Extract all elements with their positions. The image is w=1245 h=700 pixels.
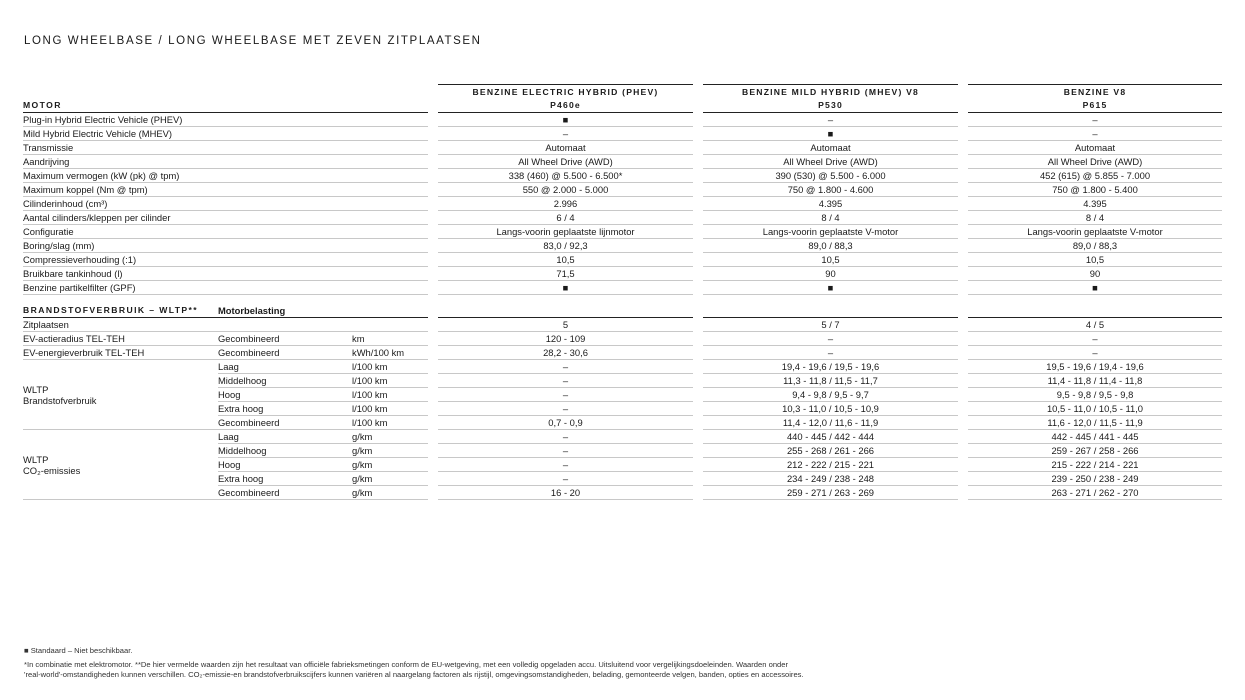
group-label-line: WLTP (23, 383, 49, 395)
table-row (23, 211, 1222, 225)
column-gap (958, 402, 968, 416)
table-cell: ■ (703, 127, 958, 141)
table-row (23, 332, 1222, 346)
table-cell: – (438, 388, 693, 402)
unit-label: l/100 km (352, 360, 428, 374)
load-label: Middelhoog (218, 374, 352, 388)
table-cell: – (438, 430, 693, 444)
table-cell: 239 - 250 / 238 - 249 (968, 472, 1222, 486)
column-gap (958, 281, 968, 295)
column-gap (428, 458, 438, 472)
load-heading: Motorbelasting (218, 303, 352, 318)
table-cell: 89,0 / 88,3 (968, 239, 1222, 253)
unit-label: l/100 km (352, 388, 428, 402)
table-cell: 10,3 - 11,0 / 10,5 - 10,9 (703, 402, 958, 416)
column-gap (693, 155, 703, 169)
column-gap (958, 416, 968, 430)
column-gap (958, 332, 968, 346)
column-gap (693, 388, 703, 402)
column-gap (958, 211, 968, 225)
column-gap (693, 141, 703, 155)
column-gap (693, 402, 703, 416)
unit-heading (352, 303, 428, 318)
table-row (23, 346, 1222, 360)
table-cell: – (703, 346, 958, 360)
column-gap (958, 113, 968, 127)
column-gap (693, 99, 703, 113)
table-row (23, 197, 1222, 211)
table-cell: – (968, 113, 1222, 127)
load-label (218, 318, 352, 332)
table-row (23, 430, 1222, 444)
table-cell: 750 @ 1.800 - 4.600 (703, 183, 958, 197)
table-cell: – (438, 458, 693, 472)
column-gap (428, 332, 438, 346)
column-group-header: BENZINE V8 (968, 85, 1222, 100)
column-gap (693, 332, 703, 346)
table-cell: ■ (438, 281, 693, 295)
table-cell: – (438, 402, 693, 416)
table-cell: 90 (968, 267, 1222, 281)
row-label: Boring/slag (mm) (23, 239, 428, 253)
table-row (23, 225, 1222, 239)
group-label-line: Brandstofverbruik (23, 394, 97, 406)
table-cell: Langs-voorin geplaatste V-motor (703, 225, 958, 239)
column-gap (693, 183, 703, 197)
row-label: Zitplaatsen (23, 318, 218, 332)
row-label: Bruikbare tankinhoud (l) (23, 267, 428, 281)
table-row (23, 360, 1222, 374)
row-label: EV-actieradius TEL-TEH (23, 332, 218, 346)
table-cell: 215 - 222 / 214 - 221 (968, 458, 1222, 472)
table-cell: 4 / 5 (968, 318, 1222, 332)
unit-label (352, 318, 428, 332)
table-row (23, 169, 1222, 183)
table-cell: 442 - 445 / 441 - 445 (968, 430, 1222, 444)
table-cell: Langs-voorin geplaatste lijnmotor (438, 225, 693, 239)
column-gap (428, 472, 438, 486)
column-gap (958, 318, 968, 332)
column-gap (428, 169, 438, 183)
column-gap (693, 127, 703, 141)
column-gap (958, 183, 968, 197)
row-label: Cilinderinhoud (cm³) (23, 197, 428, 211)
model-header-row (23, 99, 1222, 113)
column-gap (693, 360, 703, 374)
header-spacer (23, 85, 428, 100)
table-cell: Automaat (703, 141, 958, 155)
row-label: Aandrijving (23, 155, 428, 169)
table-cell: ■ (438, 113, 693, 127)
fuel-header-row (23, 303, 1222, 318)
table-cell: ■ (968, 281, 1222, 295)
column-gap (428, 113, 438, 127)
model-header: P530 (703, 99, 958, 113)
column-gap (693, 416, 703, 430)
column-gap (693, 85, 703, 100)
row-label: Configuratie (23, 225, 428, 239)
table-cell: 16 - 20 (438, 486, 693, 500)
column-gap (693, 374, 703, 388)
row-label: Transmissie (23, 141, 428, 155)
table-row (23, 281, 1222, 295)
column-gap (958, 253, 968, 267)
table-cell (438, 303, 693, 318)
group-label (23, 360, 218, 430)
column-group-header: BENZINE ELECTRIC HYBRID (PHEV) (438, 85, 693, 100)
table-cell: 11,4 - 12,0 / 11,6 - 11,9 (703, 416, 958, 430)
table-cell: Langs-voorin geplaatste V-motor (968, 225, 1222, 239)
table-cell: All Wheel Drive (AWD) (968, 155, 1222, 169)
row-label: Benzine partikelfilter (GPF) (23, 281, 428, 295)
table-cell: 452 (615) @ 5.855 - 7.000 (968, 169, 1222, 183)
column-gap (693, 239, 703, 253)
table-cell: – (968, 332, 1222, 346)
table-row (23, 127, 1222, 141)
table-cell: All Wheel Drive (AWD) (438, 155, 693, 169)
unit-label: g/km (352, 458, 428, 472)
table-cell: – (703, 332, 958, 346)
load-label: Gecombineerd (218, 332, 352, 346)
column-gap (693, 472, 703, 486)
column-gap (428, 211, 438, 225)
column-gap (958, 197, 968, 211)
column-gap (693, 267, 703, 281)
column-gap (428, 183, 438, 197)
column-gap (958, 444, 968, 458)
table-cell: 28,2 - 30,6 (438, 346, 693, 360)
load-label: Gecombineerd (218, 416, 352, 430)
table-cell: 10,5 (438, 253, 693, 267)
table-row (23, 267, 1222, 281)
column-gap (693, 318, 703, 332)
unit-label: g/km (352, 444, 428, 458)
column-gap (428, 346, 438, 360)
table-cell: – (968, 127, 1222, 141)
load-label: Hoog (218, 388, 352, 402)
column-gap (428, 444, 438, 458)
column-gap (428, 416, 438, 430)
column-gap (958, 472, 968, 486)
column-gap (958, 374, 968, 388)
column-gap (958, 169, 968, 183)
section-heading-motor: MOTOR (23, 99, 428, 113)
column-gap (428, 318, 438, 332)
column-gap (958, 388, 968, 402)
column-gap (428, 430, 438, 444)
column-gap (428, 303, 438, 318)
column-gap (693, 113, 703, 127)
page-title: LONG WHEELBASE / LONG WHEELBASE MET ZEVEN ZITPLAATSEN (24, 35, 482, 47)
row-label: Aantal cilinders/kleppen per cilinder (23, 211, 428, 225)
column-gap (958, 99, 968, 113)
column-gap (693, 458, 703, 472)
table-cell: Automaat (438, 141, 693, 155)
column-group-header-row (23, 85, 1222, 100)
footnote-text: *In combinatie met elektromotor. **De hier vermelde waarden zijn het resultaat van officiële fabrieksmetingen conform de EU-wetgeving, met een volledig opgeladen accu. Uitsluitend voor vergelijkingsdoeleinden. Waarden onder 'real-world'-omstandigheden kunnen verschillen. CO₂-emissie-en brandstofverbruikscijfers kunnen variëren al naargelang factoren als rijstijl, omgevingsomstandigheden, belading, gemonteerde velgen, banden, opties en accessoires. (24, 660, 804, 679)
table-cell: 19,4 - 19,6 / 19,5 - 19,6 (703, 360, 958, 374)
table-cell: All Wheel Drive (AWD) (703, 155, 958, 169)
column-gap (693, 346, 703, 360)
unit-label: l/100 km (352, 416, 428, 430)
table-cell: 11,3 - 11,8 / 11,5 - 11,7 (703, 374, 958, 388)
table-cell: – (438, 374, 693, 388)
column-gap (428, 239, 438, 253)
load-label: Laag (218, 430, 352, 444)
load-label: Gecombineerd (218, 486, 352, 500)
column-gap (958, 458, 968, 472)
group-label (23, 430, 218, 500)
column-gap (958, 360, 968, 374)
table-cell: 263 - 271 / 262 - 270 (968, 486, 1222, 500)
table-cell: 338 (460) @ 5.500 - 6.500* (438, 169, 693, 183)
table-cell: 71,5 (438, 267, 693, 281)
table-cell: 83,0 / 92,3 (438, 239, 693, 253)
column-gap (958, 127, 968, 141)
table-cell: 10,5 (968, 253, 1222, 267)
load-label: Gecombineerd (218, 346, 352, 360)
column-gap (958, 430, 968, 444)
table-cell: 390 (530) @ 5.500 - 6.000 (703, 169, 958, 183)
column-gap (428, 127, 438, 141)
table-cell: 8 / 4 (968, 211, 1222, 225)
column-gap (958, 267, 968, 281)
unit-label: km (352, 332, 428, 346)
load-label: Extra hoog (218, 402, 352, 416)
row-label: Maximum koppel (Nm @ tpm) (23, 183, 428, 197)
table-row (23, 253, 1222, 267)
table-cell: – (438, 472, 693, 486)
column-gap (428, 253, 438, 267)
unit-label: l/100 km (352, 374, 428, 388)
load-label: Hoog (218, 458, 352, 472)
unit-label: g/km (352, 486, 428, 500)
column-gap (693, 486, 703, 500)
table-cell: 5 (438, 318, 693, 332)
load-label: Extra hoog (218, 472, 352, 486)
column-gap (958, 346, 968, 360)
table-cell: 2.996 (438, 197, 693, 211)
table-cell: 259 - 271 / 263 - 269 (703, 486, 958, 500)
column-gap (958, 85, 968, 100)
column-gap (428, 197, 438, 211)
table-cell: Automaat (968, 141, 1222, 155)
table-cell: – (438, 360, 693, 374)
table-cell: 259 - 267 / 258 - 266 (968, 444, 1222, 458)
column-group-header: BENZINE MILD HYBRID (MHEV) V8 (703, 85, 958, 100)
table-cell: 10,5 - 11,0 / 10,5 - 11,0 (968, 402, 1222, 416)
group-label-line: CO₂-emissies (23, 464, 81, 476)
table-row (23, 113, 1222, 127)
column-gap (428, 267, 438, 281)
table-cell: 255 - 268 / 261 - 266 (703, 444, 958, 458)
column-gap (428, 281, 438, 295)
unit-label: g/km (352, 472, 428, 486)
table-row (23, 155, 1222, 169)
row-label: Compressieverhouding (:1) (23, 253, 428, 267)
column-gap (693, 444, 703, 458)
column-gap (428, 225, 438, 239)
table-row (23, 141, 1222, 155)
column-gap (428, 388, 438, 402)
table-cell: 120 - 109 (438, 332, 693, 346)
table-cell: 6 / 4 (438, 211, 693, 225)
table-cell: 9,4 - 9,8 / 9,5 - 9,7 (703, 388, 958, 402)
row-label: Maximum vermogen (kW (pk) @ tpm) (23, 169, 428, 183)
column-gap (958, 486, 968, 500)
column-gap (958, 239, 968, 253)
unit-label: g/km (352, 430, 428, 444)
table-cell: ■ (703, 281, 958, 295)
table-cell: 89,0 / 88,3 (703, 239, 958, 253)
table-cell: – (968, 346, 1222, 360)
table-cell: 11,6 - 12,0 / 11,5 - 11,9 (968, 416, 1222, 430)
table-row (23, 239, 1222, 253)
column-gap (693, 303, 703, 318)
table-cell: 212 - 222 / 215 - 221 (703, 458, 958, 472)
column-gap (958, 303, 968, 318)
column-gap (958, 155, 968, 169)
column-gap (428, 141, 438, 155)
table-cell: – (438, 444, 693, 458)
table-cell: 550 @ 2.000 - 5.000 (438, 183, 693, 197)
column-gap (428, 99, 438, 113)
table-cell: 8 / 4 (703, 211, 958, 225)
table-cell: 5 / 7 (703, 318, 958, 332)
section-heading-fuel: BRANDSTOFVERBRUIK – WLTP** (23, 303, 218, 318)
load-label: Laag (218, 360, 352, 374)
column-gap (428, 486, 438, 500)
column-gap (428, 402, 438, 416)
column-gap (693, 281, 703, 295)
column-gap (958, 141, 968, 155)
model-header: P615 (968, 99, 1222, 113)
table-row (23, 183, 1222, 197)
column-gap (693, 197, 703, 211)
table-cell: 9,5 - 9,8 / 9,5 - 9,8 (968, 388, 1222, 402)
column-gap (428, 374, 438, 388)
table-row (23, 318, 1222, 332)
row-label: Plug-in Hybrid Electric Vehicle (PHEV) (23, 113, 428, 127)
footnote-legend: ■ Standaard – Niet beschikbaar. (24, 646, 133, 655)
table-cell: 0,7 - 0,9 (438, 416, 693, 430)
unit-label: kWh/100 km (352, 346, 428, 360)
column-gap (428, 155, 438, 169)
table-cell: – (703, 113, 958, 127)
column-gap (693, 211, 703, 225)
table-cell (703, 303, 958, 318)
group-label-line: WLTP (23, 453, 49, 465)
column-gap (693, 253, 703, 267)
unit-label: l/100 km (352, 402, 428, 416)
table-cell: 4.395 (968, 197, 1222, 211)
spec-table (23, 84, 1222, 500)
column-gap (693, 169, 703, 183)
row-label: Mild Hybrid Electric Vehicle (MHEV) (23, 127, 428, 141)
table-cell: 4.395 (703, 197, 958, 211)
table-cell (968, 303, 1222, 318)
column-gap (693, 225, 703, 239)
column-gap (428, 85, 438, 100)
table-cell: 750 @ 1.800 - 5.400 (968, 183, 1222, 197)
table-cell: 234 - 249 / 238 - 248 (703, 472, 958, 486)
column-gap (693, 430, 703, 444)
table-cell: 440 - 445 / 442 - 444 (703, 430, 958, 444)
model-header: P460e (438, 99, 693, 113)
row-label: EV-energieverbruik TEL-TEH (23, 346, 218, 360)
table-cell: 19,5 - 19,6 / 19,4 - 19,6 (968, 360, 1222, 374)
table-cell: 90 (703, 267, 958, 281)
table-cell: – (438, 127, 693, 141)
table-cell: 11,4 - 11,8 / 11,4 - 11,8 (968, 374, 1222, 388)
table-cell: 10,5 (703, 253, 958, 267)
load-label: Middelhoog (218, 444, 352, 458)
column-gap (428, 360, 438, 374)
column-gap (958, 225, 968, 239)
